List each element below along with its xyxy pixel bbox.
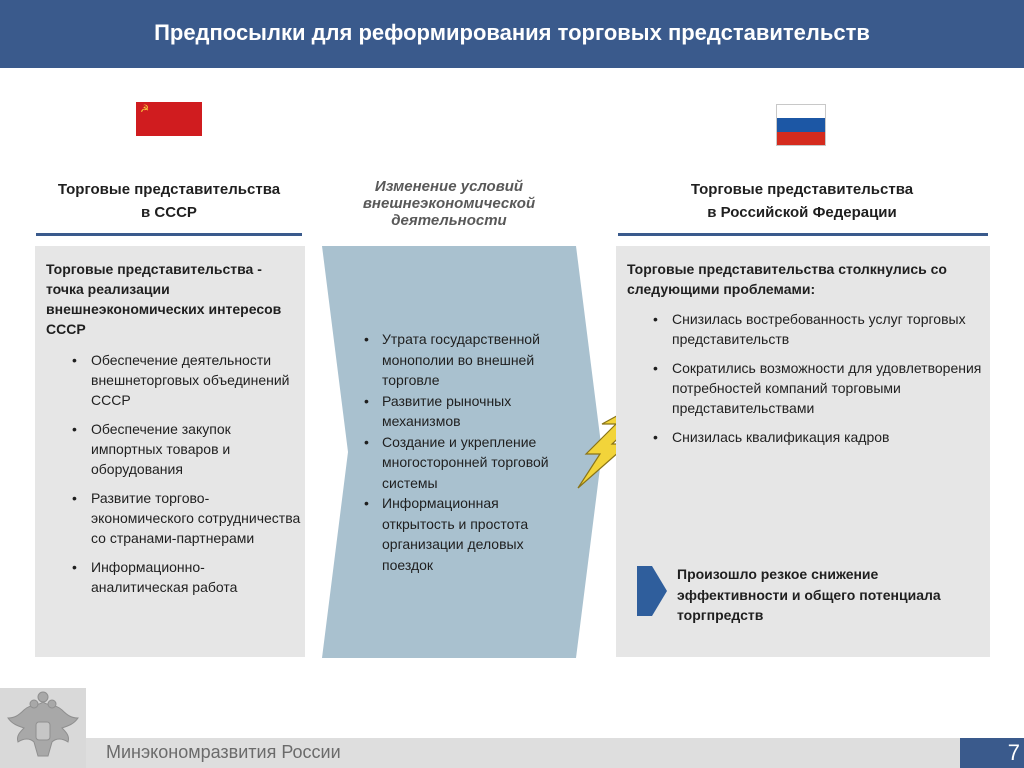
list-item (364, 432, 572, 494)
bullet: • (653, 360, 658, 376)
list-item-text: Информационная открытость и простота организации деловых поездок (382, 495, 529, 573)
right-heading-rule (618, 233, 988, 236)
list-item (653, 358, 984, 418)
conclusion-text: Произошло резкое снижение эффективности и общего потенциала торгпредств (677, 566, 941, 623)
list-item-text: Развитие торгово-экономического сотрудничества со странами-партнерами (91, 490, 301, 546)
ussr-heading-line1: Торговые представительства (57, 181, 281, 198)
russia-flag-icon (776, 104, 826, 146)
list-item (653, 427, 984, 447)
hammer-sickle-icon: ☭ (140, 104, 149, 115)
ministry-name: Минэкономразвития России (106, 742, 341, 762)
list-item-text: Развитие рыночных механизмов (382, 392, 512, 429)
rf-panel-lead: Торговые представительства столкнулись со следующими проблемами: (627, 261, 947, 297)
list-item-text: Создание и укрепление многосторонней торговой системы (382, 433, 549, 491)
bullet: • (72, 421, 77, 437)
list-item (653, 309, 984, 349)
list-item (364, 329, 572, 391)
list-item-text: Обеспечение деятельности внешнеторговых объединений СССР (91, 352, 290, 408)
changes-heading: Изменение условий внешнеэкономической деятельности (362, 178, 536, 229)
left-heading-rule (36, 233, 302, 236)
bullet: • (653, 311, 658, 327)
bullet: • (364, 392, 369, 409)
list-item (72, 557, 301, 597)
title-bar (0, 0, 1024, 68)
ussr-flag-icon (136, 102, 202, 136)
list-item (72, 350, 301, 410)
bullet: • (72, 352, 77, 368)
list-item-text: Снизилась востребованность услуг торговых представительств (672, 311, 966, 347)
list-item (364, 493, 572, 575)
ussr-panel (35, 246, 305, 657)
bullet: • (364, 495, 369, 511)
list-item (72, 419, 301, 479)
arrow-right-icon (637, 566, 667, 616)
bullet: • (72, 559, 77, 575)
ussr-heading-line2: в СССР (141, 204, 197, 221)
ussr-panel-lead: Торговые представительства - точка реализации внешнеэкономических интересов СССР (46, 261, 282, 337)
ussr-column-heading (36, 178, 302, 224)
rf-heading-line1: Торговые представительства (690, 181, 914, 198)
slide-title: Предпосылки для реформирования торговых представительств (154, 20, 870, 45)
ussr-functions-list (72, 350, 301, 606)
page-number: 7 (1007, 740, 1020, 765)
list-item-text: Снизилась квалификация кадров (672, 429, 890, 445)
list-item (72, 488, 301, 548)
rf-column-heading (618, 178, 986, 224)
bullet: • (653, 429, 658, 445)
bullet: • (364, 331, 369, 347)
list-item-text: Обеспечение закупок импортных товаров и оборудования (91, 421, 231, 477)
rf-problems-list (653, 309, 984, 456)
coat-of-arms-icon (0, 688, 86, 768)
list-item-text: Информационно-аналитическая работа (91, 559, 238, 595)
bullet: • (364, 433, 369, 450)
changes-list (364, 329, 572, 575)
rf-heading-line2: в Российской Федерации (707, 204, 897, 221)
list-item-text: Утрата государственной монополии во внешней торговле (382, 331, 540, 388)
list-item (364, 391, 572, 432)
bullet: • (72, 490, 77, 506)
list-item-text: Сократились возможности для удовлетворения потребностей компаний торговыми представительствами (672, 360, 982, 416)
